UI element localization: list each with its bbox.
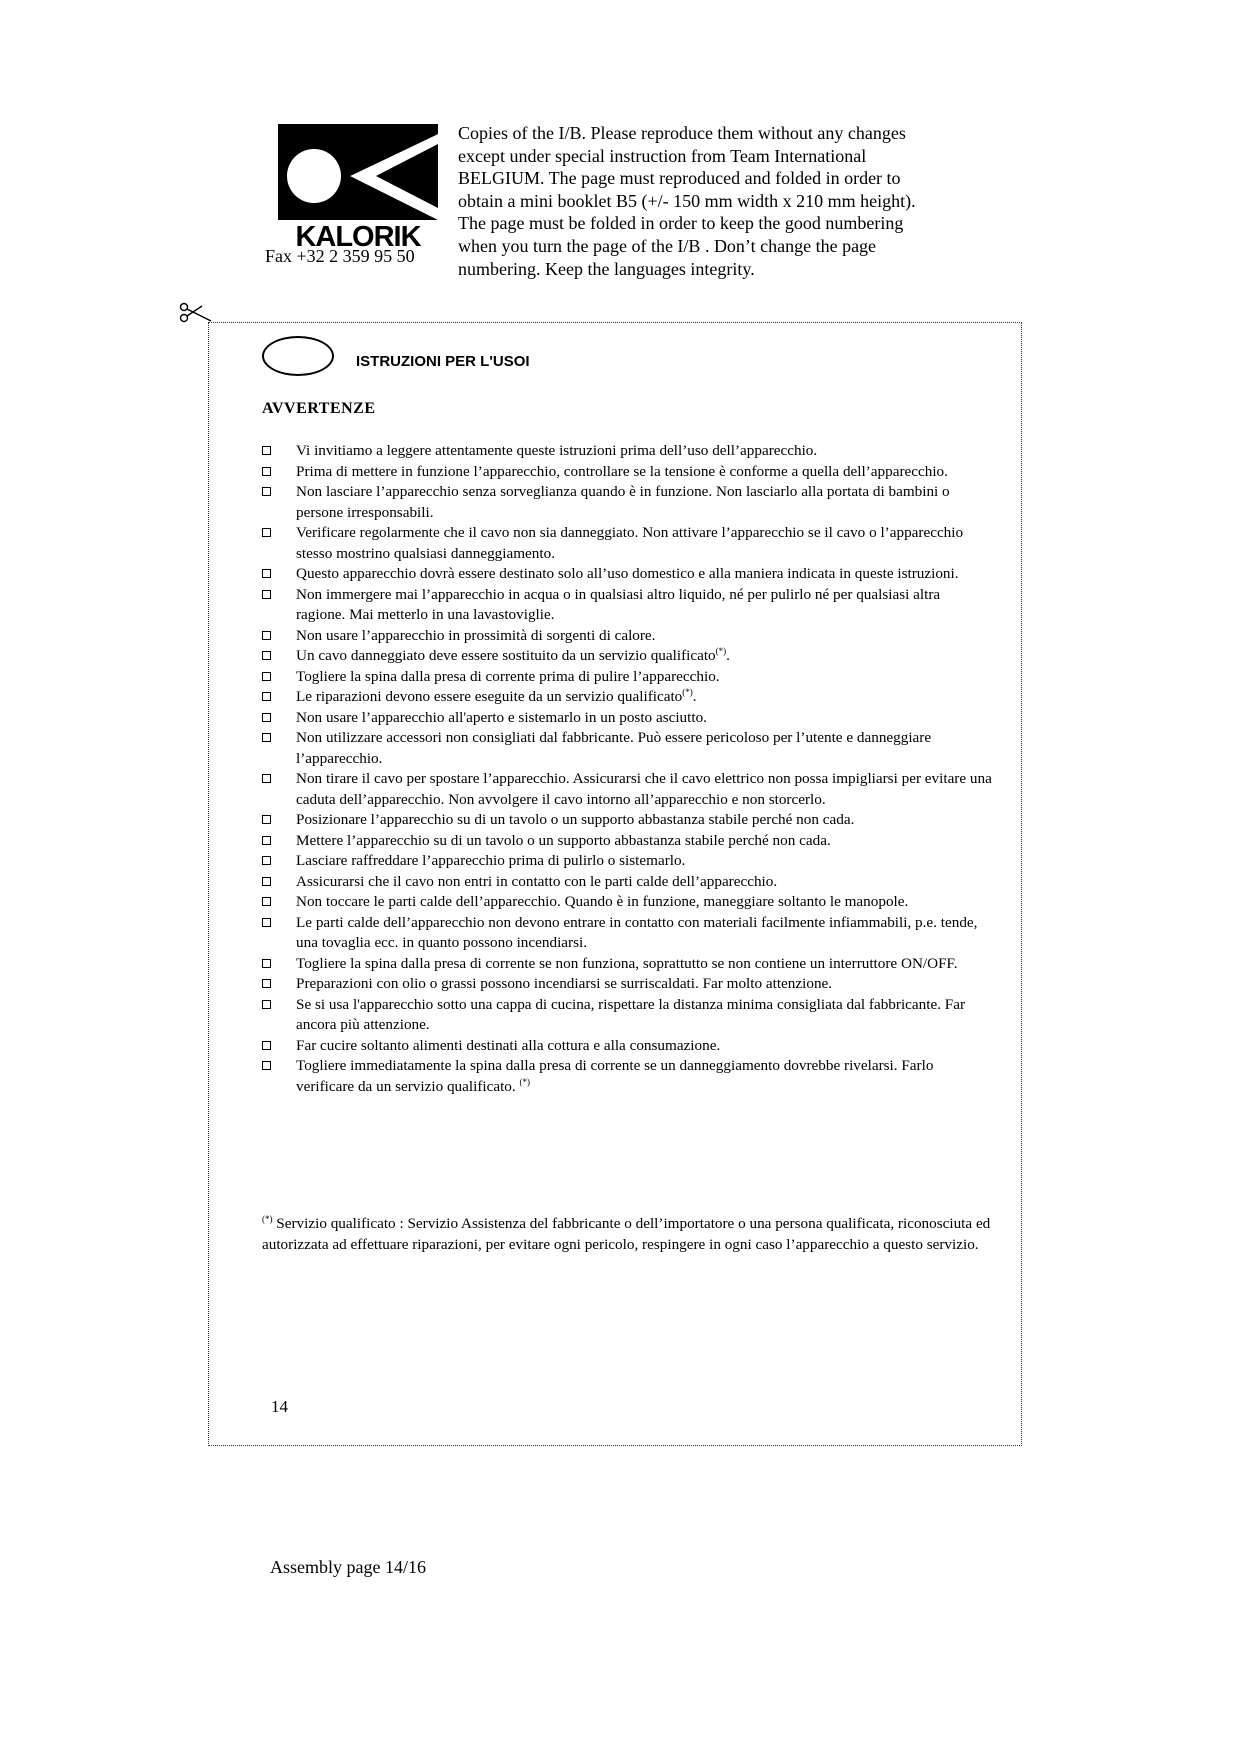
instruction-line: except under special instruction from Team International	[458, 145, 867, 166]
warning-item: Assicurarsi che il cavo non entri in contatto con le parti calde dell’apparecchio.	[262, 872, 992, 893]
checkbox-icon	[262, 918, 271, 927]
instruction-line: when you turn the page of the I/B . Don’t change the page	[458, 235, 877, 256]
warning-item: Non utilizzare accessori non consigliati dal fabbricante. Può essere pericoloso per l’utente e danneggiare l’apparecchio.	[262, 728, 992, 769]
warning-item: Mettere l’apparecchio su di un tavolo o un supporto abbastanza stabile perché non cada.	[262, 831, 992, 852]
section-title: ISTRUZIONI PER L'USOI	[356, 353, 530, 370]
warning-item: Le riparazioni devono essere eseguite da un servizio qualificato(*).	[262, 687, 992, 708]
instruction-line: BELGIUM. The page must reproduced and folded in order to	[458, 168, 901, 189]
instruction-line: numbering. Keep the languages integrity.	[458, 258, 755, 279]
checkbox-icon	[262, 446, 271, 455]
footnote-marker: (*)	[682, 686, 693, 697]
warning-item: Questo apparecchio dovrà essere destinato solo all’uso domestico e alla maniera indicata in queste istruzioni.	[262, 564, 992, 585]
warning-item: Se si usa l'apparecchio sotto una cappa di cucina, rispettare la distanza minima consigliata dal fabbricante. Far ancora più attenzione.	[262, 995, 992, 1036]
checkbox-icon	[262, 487, 271, 496]
warning-item: Non lasciare l’apparecchio senza sorveglianza quando è in funzione. Non lasciarlo alla portata di bambini o persone irresponsabili.	[262, 482, 992, 523]
checkbox-icon	[262, 467, 271, 476]
warning-item: Non usare l’apparecchio all'aperto e sistemarlo in un posto asciutto.	[262, 708, 992, 729]
instruction-line: obtain a mini booklet B5 (+/- 150 mm width x 210 mm height).	[458, 190, 916, 211]
warning-item: Preparazioni con olio o grassi possono incendiarsi se surriscaldati. Far molto attenzione.	[262, 974, 992, 995]
checkbox-icon	[262, 528, 271, 537]
checkbox-icon	[262, 1061, 271, 1070]
warnings-list	[262, 441, 992, 1097]
warnings-heading: AVVERTENZE	[262, 400, 376, 417]
instruction-line: Copies of the I/B. Please reproduce them without any changes	[458, 123, 906, 143]
checkbox-icon	[262, 651, 271, 660]
checkbox-icon	[262, 897, 271, 906]
warning-item: Non usare l’apparecchio in prossimità di sorgenti di calore.	[262, 626, 992, 647]
checkbox-icon	[262, 856, 271, 865]
kalorik-logo	[278, 124, 438, 250]
checkbox-icon	[262, 815, 271, 824]
checkbox-icon	[262, 631, 271, 640]
checkbox-icon	[262, 692, 271, 701]
language-oval-icon	[262, 336, 334, 376]
warning-item: Un cavo danneggiato deve essere sostituito da un servizio qualificato(*).	[262, 646, 992, 667]
warning-item: Togliere la spina dalla presa di corrente se non funziona, soprattutto se non contiene un interruttore ON/OFF.	[262, 954, 992, 975]
checkbox-icon	[262, 1000, 271, 1009]
assembly-page-label: Assembly page 14/16	[270, 1557, 426, 1577]
checkbox-icon	[262, 672, 271, 681]
warning-item: Posizionare l’apparecchio su di un tavolo o un supporto abbastanza stabile perché non cada.	[262, 810, 992, 831]
warning-item: Lasciare raffreddare l’apparecchio prima di pulirlo o sistemarlo.	[262, 851, 992, 872]
warning-item: Non immergere mai l’apparecchio in acqua o in qualsiasi altro liquido, né per pulirlo né per qualsiasi altra ragione. Mai metterlo in una lavastoviglie.	[262, 585, 992, 626]
footnote	[262, 1214, 992, 1255]
checkbox-icon	[262, 569, 271, 578]
warning-item: Togliere immediatamente la spina dalla presa di corrente se un danneggiamento dovrebbe rivelarsi. Farlo verificare da un servizio qualificato. (*)	[262, 1056, 992, 1097]
checkbox-icon	[262, 979, 271, 988]
reproduction-instructions	[458, 122, 978, 280]
warning-item: Non toccare le parti calde dell’apparecchio. Quando è in funzione, maneggiare soltanto le manopole.	[262, 892, 992, 913]
fax-number: Fax +32 2 359 95 50	[265, 246, 415, 266]
checkbox-icon	[262, 774, 271, 783]
warning-item: Far cucire soltanto alimenti destinati alla cottura e alla consumazione.	[262, 1036, 992, 1057]
warning-item: Non tirare il cavo per spostare l’apparecchio. Assicurarsi che il cavo elettrico non possa impigliarsi per evitare una caduta dell’apparecchio. Non avvolgere il cavo intorno all’apparecchio e non storcerlo.	[262, 769, 992, 810]
checkbox-icon	[262, 877, 271, 886]
warning-item: Verificare regolarmente che il cavo non sia danneggiato. Non attivare l’apparecchio se il cavo o l’apparecchio stesso mostrino qualsiasi danneggiamento.	[262, 523, 992, 564]
warning-item: Togliere la spina dalla presa di corrente prima di pulire l’apparecchio.	[262, 667, 992, 688]
footnote-marker: (*)	[262, 1213, 273, 1224]
checkbox-icon	[262, 590, 271, 599]
warning-item: Vi invitiamo a leggere attentamente queste istruzioni prima dell’uso dell’apparecchio.	[262, 441, 992, 462]
checkbox-icon	[262, 733, 271, 742]
checkbox-icon	[262, 713, 271, 722]
footnote-marker: (*)	[715, 645, 727, 656]
warning-item: Le parti calde dell’apparecchio non devono entrare in contatto con materiali facilmente infiammabili, p.e. tende, una tovaglia ecc. in quanto possono incendiarsi.	[262, 913, 992, 954]
footnote-text: Servizio qualificato : Servizio Assistenza del fabbricante o dell’importatore o una persona qualificata, riconosciuta ed autorizzata ad effettuare riparazioni, per evitare ogni pericolo, respingere in ogni caso l’apparecchio a questo servizio.	[262, 1215, 991, 1253]
checkbox-icon	[262, 1041, 271, 1050]
instruction-line: The page must be folded in order to keep the good numbering	[458, 213, 904, 234]
footnote-marker: (*)	[519, 1076, 530, 1087]
warning-item: Prima di mettere in funzione l’apparecchio, controllare se la tensione è conforme a quella dell’apparecchio.	[262, 462, 992, 483]
checkbox-icon	[262, 836, 271, 845]
checkbox-icon	[262, 959, 271, 968]
svg-text:KALORIK: KALORIK	[295, 221, 421, 250]
page-number: 14	[271, 1397, 288, 1416]
